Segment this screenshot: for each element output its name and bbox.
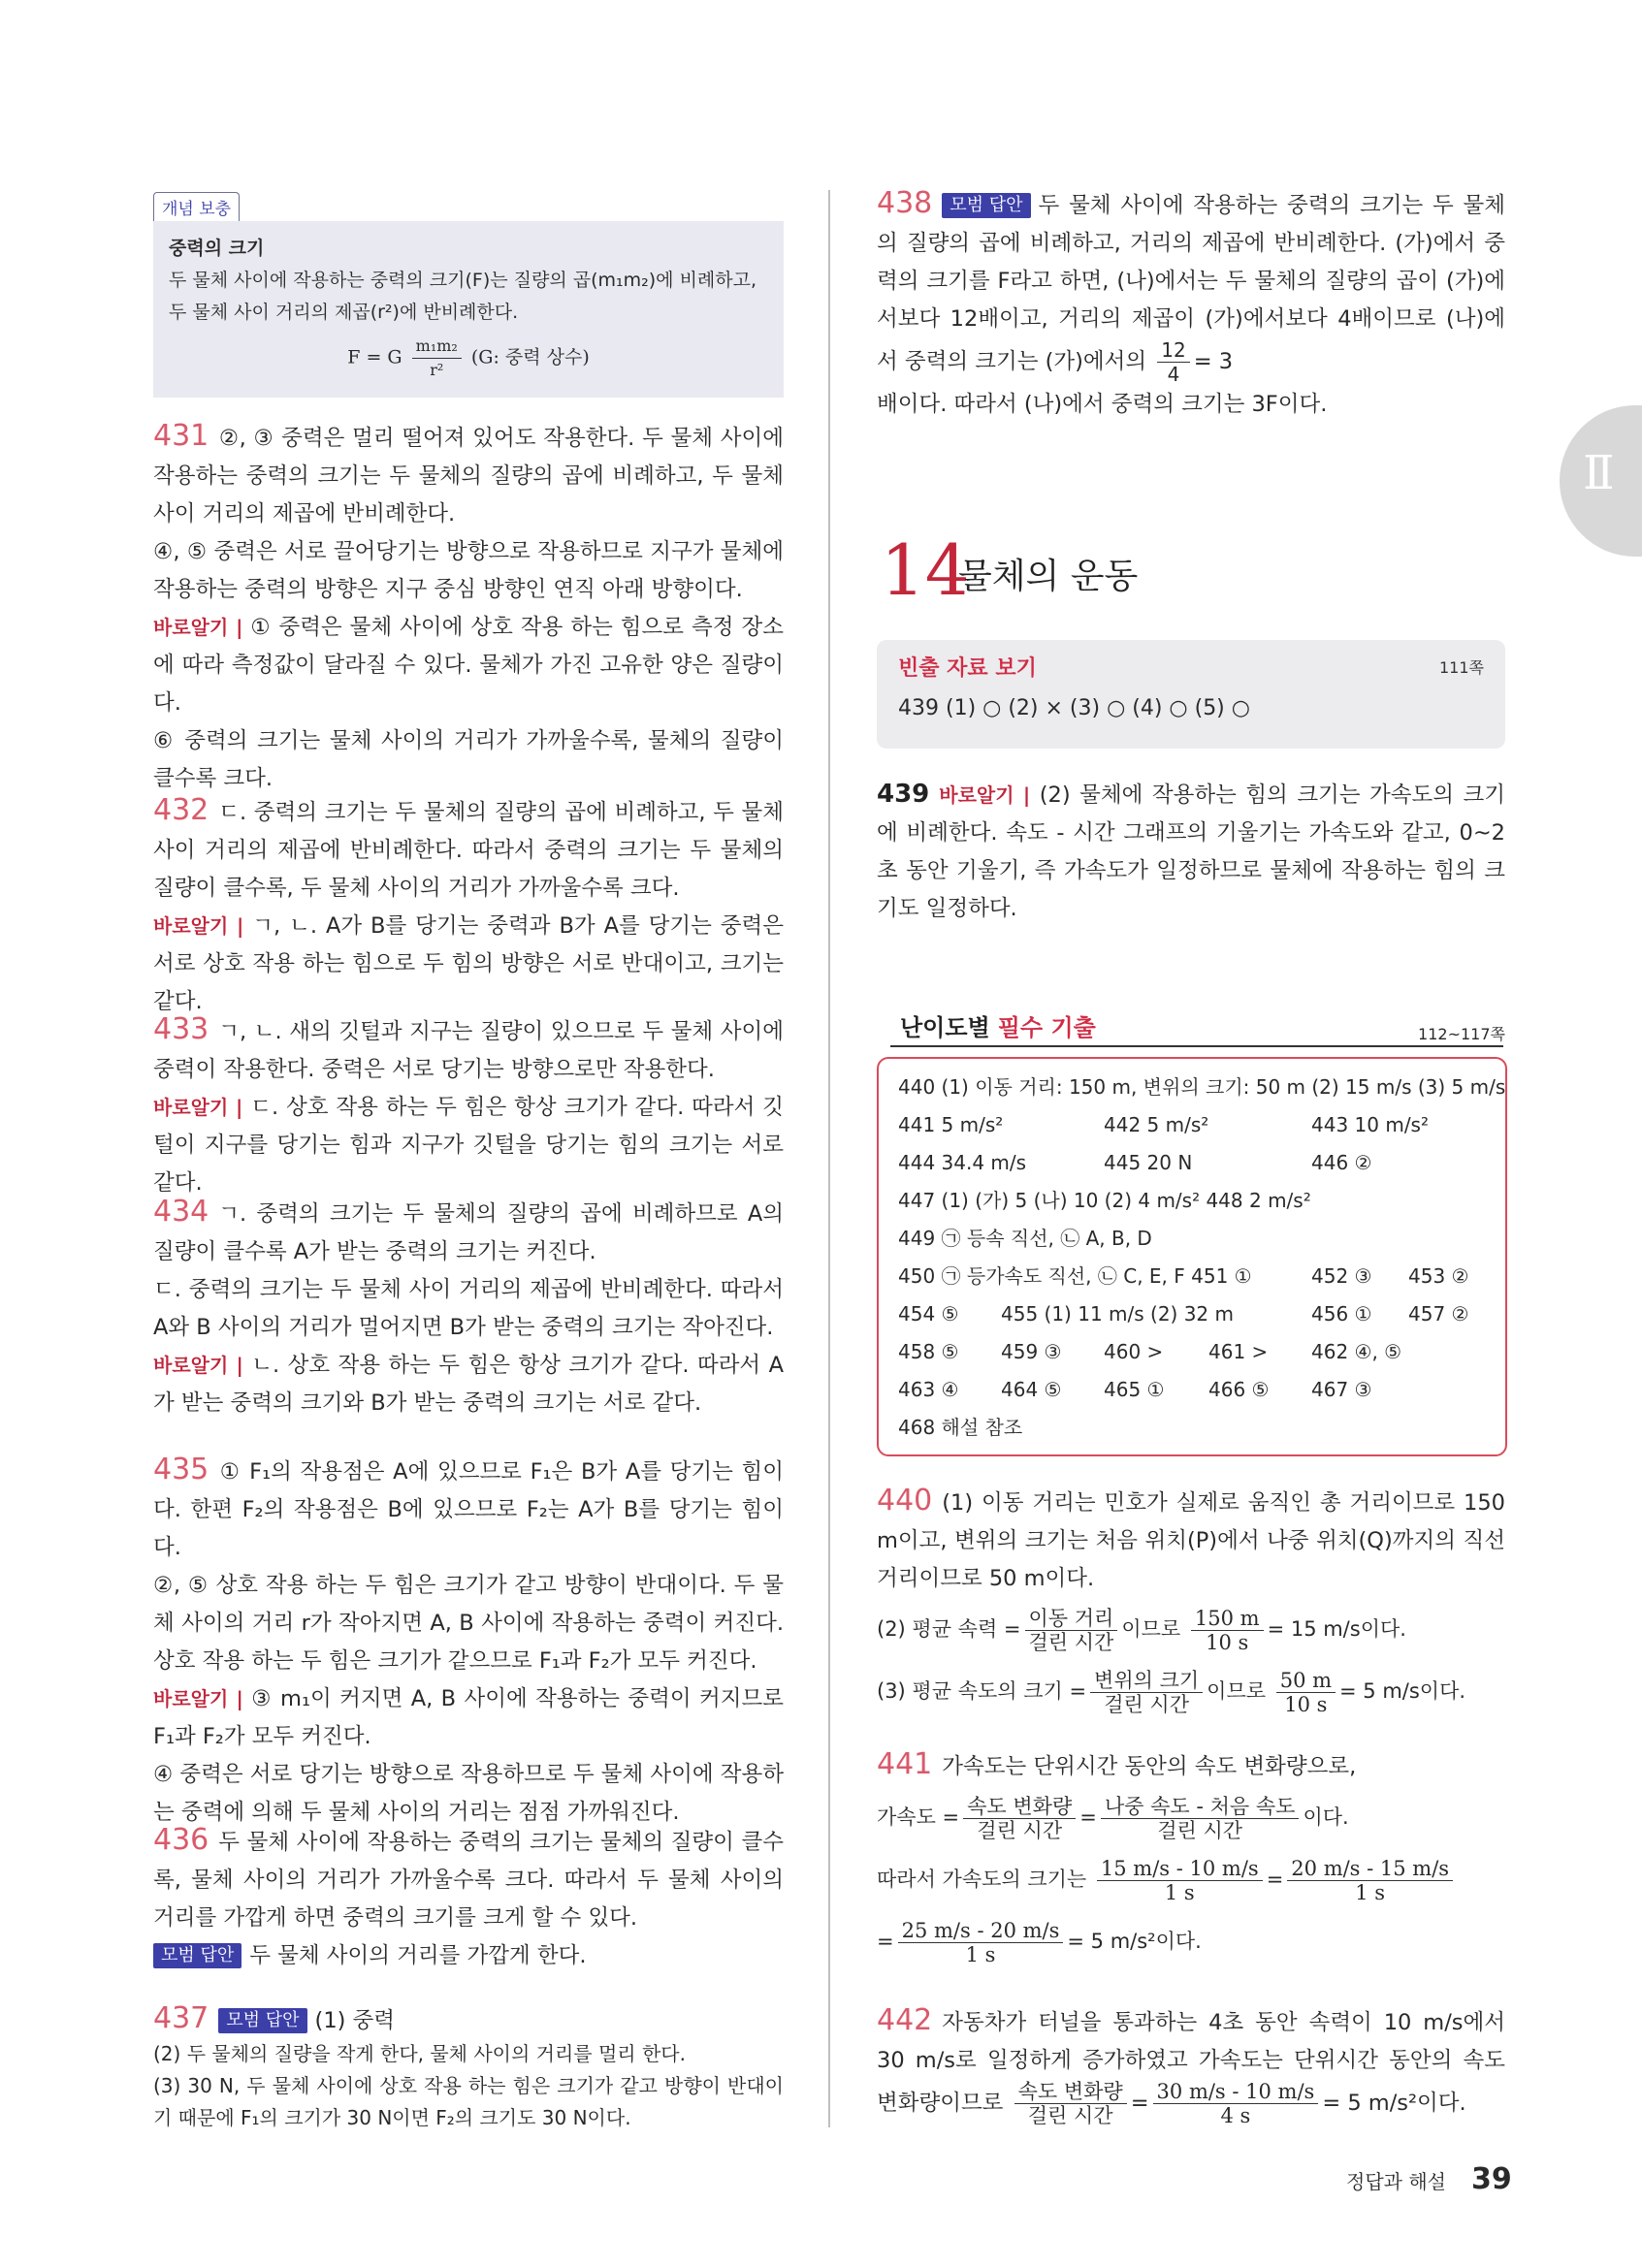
model-answer-badge: 모범 답안 — [942, 193, 1030, 218]
q-text: = 5 m/s²이다. — [1322, 2091, 1466, 2116]
fraction-num: 이동 거리 — [1025, 1607, 1118, 1631]
q-num: 432 — [153, 793, 209, 827]
q-text: ②, ⑤ 상호 작용 하는 두 힘은 크기가 같고 방향이 반대이다. 두 물체 사이의 거리 r가 작아지면 A, B 사이에 작용하는 중력이 커진다. 상호 작용 하는 두 힘은 크기가 같으므로 F₁과 F₂가 모두 커진다. — [153, 1573, 784, 1674]
exam-page: 112~117쪽 — [1418, 1025, 1505, 1043]
answer-item: 444 34.4 m/s — [898, 1151, 1027, 1174]
answer-434 — [153, 1193, 784, 1422]
fraction-num: 변위의 크기 — [1090, 1669, 1203, 1693]
chapter-number: 14 — [881, 529, 970, 611]
q-num: 435 — [153, 1453, 209, 1486]
q-text: ④, ⑤ 중력은 서로 끌어당기는 방향으로 작용하므로 지구가 물체에 작용하는 중력의 방향은 지구 중심 방향인 연직 아래 방향이다. — [153, 539, 784, 602]
q-num: 442 — [877, 2003, 933, 2037]
answer-key-box — [877, 1057, 1507, 1456]
fraction-num: 25 m/s - 20 m/s — [898, 1919, 1064, 1943]
q-text: 이므로 — [1207, 1679, 1267, 1703]
fraction — [1153, 2080, 1319, 2127]
q-text: ④ 중력은 서로 당기는 방향으로 작용하므로 두 물체 사이에 작용하는 중력에 의해 두 물체 사이의 거리는 점점 가까워진다. — [153, 1762, 784, 1825]
q-text: = — [877, 1930, 894, 1953]
fraction-num: 50 m — [1276, 1669, 1336, 1693]
q-text: = 15 m/s이다. — [1267, 1617, 1406, 1641]
q-text: = — [1079, 1805, 1097, 1829]
formula-numerator: m₁m₂ — [412, 335, 462, 359]
answer-item: 464 ⑤ — [1001, 1378, 1062, 1401]
q-num: 440 — [877, 1484, 933, 1517]
correction-label: 바로알기 | — [153, 1687, 243, 1710]
q-text: ㄷ. 중력의 크기는 두 물체 사이 거리의 제곱에 반비례한다. 따라서 A와 B 사이의 거리가 멀어지면 B가 받는 중력의 크기는 작아진다. — [153, 1277, 784, 1340]
answer-440 — [877, 1482, 1505, 1722]
q-text: 자동차가 터널을 통과하는 4초 동안 속력이 10 m/s에서 30 m/s로 일정하게 증가하였고 가속도는 단위시간 동안의 속도 변화량이므로 — [877, 2010, 1505, 2116]
q-text: 두 물체 사이의 거리를 가깝게 한다. — [249, 1943, 587, 1968]
answer-442 — [877, 2001, 1505, 2127]
fraction — [1090, 1669, 1203, 1716]
fraction — [1014, 2080, 1127, 2127]
fraction-den: 걸린 시간 — [1104, 1692, 1190, 1716]
q-num: 436 — [153, 1823, 209, 1857]
exam-title-b: 필수 기출 — [997, 1014, 1096, 1041]
fraction-num: 15 m/s - 10 m/s — [1097, 1857, 1263, 1881]
answer-item: 456 ① — [1311, 1302, 1372, 1326]
formula-lhs: F = G — [347, 346, 402, 368]
q-text: 두 물체 사이에 작용하는 중력의 크기는 두 물체의 질량의 곱에 비례하고, 거리의 제곱에 반비례한다. (가)에서 중력의 크기를 F라고 하면, (나)에서는 두 물체의 질량의 곱이 (가)에서보다 12배이고, 거리의 제곱이 (가)에서보다 4배이므로 (나)에서 중력의 크기는 (가)에서의 — [877, 193, 1505, 374]
answer-item: 463 ④ — [898, 1378, 959, 1401]
q-text: ㄷ. 중력의 크기는 두 물체의 질량의 곱에 비례하고, 두 물체 사이 거리의 제곱에 반비례한다. 따라서 중력의 크기는 두 물체의 질량이 클수록, 두 물체 사이의 거리가 가까울수록 크다. — [153, 800, 784, 901]
answer-item: 449 ㉠ 등속 직선, ㉡ A, B, D — [898, 1227, 1152, 1250]
answer-item: 440 (1) 이동 거리: 150 m, 변위의 크기: 50 m (2) 15 m/s (3) 5 m/s — [898, 1075, 1506, 1099]
fraction-num: 12 — [1157, 338, 1189, 363]
fraction-den: 1 s — [965, 1942, 996, 1966]
model-answer-badge: 모범 답안 — [153, 1943, 241, 1968]
answer-item: 446 ② — [1311, 1151, 1372, 1174]
answer-item: 453 ② — [1408, 1264, 1469, 1288]
q-text: 가속도는 단위시간 동안의 속도 변화량으로, — [942, 1754, 1357, 1779]
concept-tag: 개념 보충 — [153, 192, 240, 221]
fraction-den: 걸린 시간 — [1028, 1630, 1114, 1654]
q-text: (1) 이동 거리는 민호가 실제로 움직인 총 거리이므로 150 m이고, 변위의 크기는 처음 위치(P)에서 나중 위치(Q)까지의 직선 거리이므로 50 m이다. — [877, 1490, 1505, 1591]
section-tab-label: Ⅱ — [1583, 446, 1615, 500]
q-text: ㄷ. 상호 작용 하는 두 힘은 항상 크기가 같다. 따라서 깃털이 지구를 당기는 힘과 지구가 깃털을 당기는 힘의 크기는 서로 같다. — [153, 1095, 784, 1196]
fraction-num: 20 m/s - 15 m/s — [1287, 1857, 1453, 1881]
answer-item: 445 20 N — [1104, 1151, 1193, 1174]
answer-item: 450 ㉠ 등가속도 직선, ㉡ C, E, F 451 ① — [898, 1264, 1252, 1288]
concept-body: 두 물체 사이에 작용하는 중력의 크기(F)는 질량의 곱(m₁m₂)에 비례하고, 두 물체 사이 거리의 제곱(r²)에 반비례한다. — [169, 270, 757, 323]
answer-item: 447 (1) (가) 5 (나) 10 (2) 4 m/s² 448 2 m/s² — [898, 1189, 1311, 1212]
q-text: 이므로 — [1121, 1617, 1181, 1641]
fraction-den: 걸린 시간 — [977, 1818, 1063, 1842]
q-text: ②, ③ 중력은 멀리 떨어져 있어도 작용한다. 두 물체 사이에 작용하는 중력의 크기는 두 물체의 질량의 곱에 비례하고, 두 물체 사이 거리의 제곱에 반비례한다. — [153, 426, 784, 527]
fraction-den: 1 s — [1164, 1880, 1195, 1904]
freq-title: 빈출 자료 보기 — [898, 656, 1037, 681]
fraction-num: 나중 속도 - 처음 속도 — [1101, 1795, 1300, 1819]
answer-433 — [153, 1010, 784, 1202]
q-text: ⑥ 중력의 크기는 물체 사이의 거리가 가까울수록, 물체의 질량이 클수록 크다. — [153, 728, 784, 791]
chapter-title: 물체의 운동 — [958, 557, 1139, 596]
q-num: 438 — [877, 186, 933, 220]
formula-note: (G: 중력 상수) — [470, 346, 590, 368]
correction-label: 바로알기 | — [153, 1096, 243, 1119]
q-text: = — [1130, 2091, 1149, 2116]
model-answer-badge: 모범 답안 — [218, 2008, 306, 2033]
fraction-den: 10 s — [1206, 1630, 1249, 1654]
answer-439 — [877, 776, 1505, 928]
answer-item: 468 해설 참조 — [898, 1416, 1023, 1439]
section-tab — [1560, 405, 1642, 557]
page-number: 39 — [1470, 2162, 1512, 2196]
answer-item: 462 ④, ⑤ — [1311, 1340, 1402, 1363]
q-text: (1) 중력 — [314, 2008, 396, 2033]
answer-437 — [153, 2001, 784, 2134]
q-num: 431 — [153, 419, 209, 453]
fraction-num: 속도 변화량 — [963, 1795, 1076, 1819]
q-text: 배이다. 따라서 (나)에서 중력의 크기는 3F이다. — [877, 392, 1328, 417]
concept-formula — [169, 335, 768, 382]
fraction — [1287, 1857, 1453, 1904]
answer-436 — [153, 1821, 784, 1975]
q-text: = 5 m/s²이다. — [1067, 1930, 1202, 1953]
answer-item: 457 ② — [1408, 1302, 1469, 1326]
formula-fraction — [412, 335, 462, 382]
correction-label: 바로알기 | — [153, 1354, 243, 1377]
exam-title-a: 난이도별 — [900, 1014, 990, 1041]
q-text: ① 중력은 물체 사이에 상호 작용 하는 힘으로 측정 장소에 따라 측정값이 달라질 수 있다. 물체가 가진 고유한 양은 질량이다. — [153, 615, 784, 716]
q-text: (3) 30 N, 두 물체 사이에 상호 작용 하는 힘은 크기가 같고 방향이 반대이기 때문에 F₁의 크기가 30 N이면 F₂의 크기도 30 N이다. — [153, 2074, 784, 2129]
freq-answer: 439 (1) ○ (2) × (3) ○ (4) ○ (5) ○ — [898, 696, 1250, 720]
q-text: (2) 평균 속력 = — [877, 1617, 1021, 1641]
q-text: (2) 두 물체의 질량을 작게 한다, 물체 사이의 거리를 멀리 한다. — [153, 2042, 686, 2065]
answer-item: 452 ③ — [1311, 1264, 1372, 1288]
q-text: ㄴ. 상호 작용 하는 두 힘은 항상 크기가 같다. 따라서 A가 받는 중력의 크기와 B가 받는 중력의 크기는 서로 같다. — [153, 1353, 784, 1416]
answer-item: 454 ⑤ — [898, 1302, 959, 1326]
freq-page: 111쪽 — [1439, 658, 1484, 677]
fraction-num: 150 m — [1191, 1607, 1264, 1631]
answer-item: 441 5 m/s² — [898, 1113, 1004, 1136]
fraction-den: 걸린 시간 — [1157, 1818, 1243, 1842]
answer-431 — [153, 417, 784, 798]
q-text: = — [1266, 1868, 1284, 1891]
q-text: 따라서 가속도의 크기는 — [877, 1868, 1087, 1891]
fraction — [1101, 1795, 1300, 1842]
concept-box — [153, 192, 784, 398]
answer-item: 443 10 m/s² — [1311, 1113, 1429, 1136]
fraction-num: 30 m/s - 10 m/s — [1153, 2080, 1319, 2104]
fraction-den: 1 s — [1355, 1880, 1386, 1904]
answer-item: 459 ③ — [1001, 1340, 1062, 1363]
q-num: 434 — [153, 1195, 209, 1229]
answer-435 — [153, 1451, 784, 1832]
answer-item: 466 ⑤ — [1208, 1378, 1270, 1401]
correction-label: 바로알기 | — [939, 783, 1031, 807]
fraction — [1191, 1607, 1264, 1654]
concept-content — [153, 221, 784, 398]
q-text: (2) 물체에 작용하는 힘의 크기는 가속도의 크기에 비례한다. 속도 - 시간 그래프의 기울기는 가속도와 같고, 0~2초 동안 기울기, 즉 가속도가 일정하므로 물체에 작용하는 힘의 크기도 일정하다. — [877, 783, 1505, 921]
fraction — [1157, 338, 1189, 386]
answer-item: 465 ① — [1104, 1378, 1165, 1401]
q-text: ㄱ. 중력의 크기는 두 물체의 질량의 곱에 비례하므로 A의 질량이 클수록 A가 받는 중력의 크기는 커진다. — [153, 1201, 784, 1264]
fraction-den: 걸린 시간 — [1027, 2104, 1113, 2127]
footer-label: 정답과 해설 — [1346, 2170, 1446, 2193]
q-text: ㄱ, ㄴ. 새의 깃털과 지구는 질량이 있으므로 두 물체 사이에 중력이 작용한다. 중력은 서로 당기는 방향으로만 작용한다. — [153, 1019, 784, 1082]
concept-title: 중력의 크기 — [169, 238, 265, 259]
q-text: (3) 평균 속도의 크기 = — [877, 1679, 1087, 1703]
frequent-data-box — [877, 640, 1505, 749]
formula-denominator: r² — [430, 361, 444, 379]
q-text: ① F₁의 작용점은 A에 있으므로 F₁은 B가 A를 당기는 힘이다. 한편 F₂의 작용점은 B에 있으므로 F₂는 A가 B를 당기는 힘이다. — [153, 1459, 784, 1560]
answer-item: 455 (1) 11 m/s (2) 32 m — [1001, 1302, 1234, 1326]
q-text: ③ m₁이 커지면 A, B 사이에 작용하는 중력이 커지므로 F₁과 F₂가 모두 커진다. — [153, 1686, 784, 1749]
q-text: = 3 — [1193, 349, 1234, 374]
answer-item: 442 5 m/s² — [1104, 1113, 1209, 1136]
fraction — [1276, 1669, 1336, 1716]
exam-heading — [877, 1008, 1505, 1042]
chapter-heading — [871, 524, 1259, 617]
q-text: 이다. — [1303, 1805, 1349, 1829]
answer-item: 458 ⑤ — [898, 1340, 959, 1363]
column-divider — [828, 190, 830, 2127]
answer-438 — [877, 184, 1505, 424]
answer-432 — [153, 791, 784, 1021]
exam-rule — [890, 1045, 1503, 1047]
correction-label: 바로알기 | — [153, 914, 244, 938]
answer-item: 460 > — [1104, 1340, 1164, 1363]
q-text: 두 물체 사이에 작용하는 중력의 크기는 물체의 질량이 클수록, 물체 사이의 거리가 가까울수록 크다. 따라서 두 물체 사이의 거리를 가깝게 하면 중력의 크기를 크게 할 수 있다. — [153, 1830, 784, 1931]
answer-item: 461 > — [1208, 1340, 1269, 1363]
answer-item: 467 ③ — [1311, 1378, 1372, 1401]
fraction-den: 4 s — [1220, 2104, 1251, 2127]
correction-label: 바로알기 | — [153, 616, 243, 639]
answer-441 — [877, 1745, 1505, 1972]
fraction-den: 4 — [1167, 363, 1180, 386]
q-num: 437 — [153, 2001, 209, 2035]
fraction — [1097, 1857, 1263, 1904]
fraction — [963, 1795, 1076, 1842]
q-text: = 5 m/s이다. — [1339, 1679, 1466, 1703]
q-text: 가속도 = — [877, 1805, 960, 1829]
q-text: ㄱ, ㄴ. A가 B를 당기는 중력과 B가 A를 당기는 중력은 서로 상호 작용 하는 힘으로 두 힘의 방향은 서로 반대이고, 크기는 같다. — [153, 913, 784, 1014]
fraction — [898, 1919, 1064, 1966]
page-footer — [1346, 2162, 1512, 2196]
fraction-den: 10 s — [1284, 1692, 1328, 1716]
fraction-num: 속도 변화량 — [1014, 2080, 1127, 2104]
q-num: 433 — [153, 1012, 209, 1046]
q-num: 439 — [877, 780, 930, 809]
q-num: 441 — [877, 1747, 933, 1781]
fraction — [1025, 1607, 1118, 1654]
